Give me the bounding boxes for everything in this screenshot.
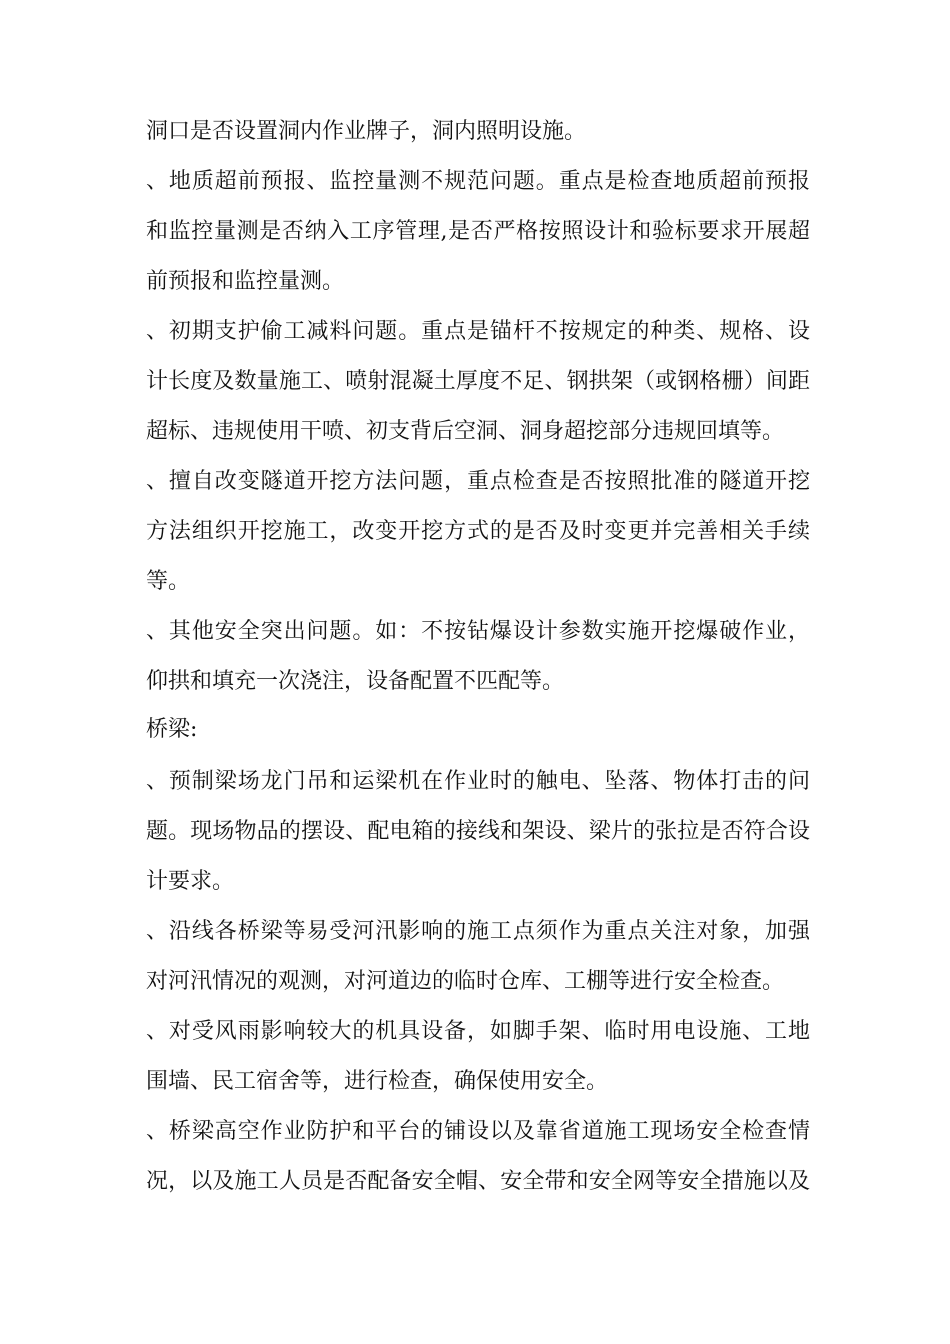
section-heading: 桥梁: [146, 717, 198, 742]
text-line: 洞口是否设置洞内作业牌子，洞内照明设施。 [146, 119, 587, 144]
text-line: 题。现场物品的摆设、配电箱的接线和架设、梁片的张拉是否符合设 [146, 819, 810, 844]
text-line: 、沿线各桥梁等易受河汛影响的施工点须作为重点关注对象，加强 [146, 919, 810, 944]
text-line: 计要求。 [146, 869, 235, 894]
text-line: 和监控量测是否纳入工序管理,是否严格按照设计和验标要求开展超 [146, 219, 810, 244]
text-line: 等。 [146, 569, 191, 594]
text-line: 、擅自改变隧道开挖方法问题，重点检查是否按照批准的隧道开挖 [146, 469, 810, 494]
text-line: 、其他安全突出问题。如：不按钻爆设计参数实施开挖爆破作业， [146, 619, 810, 644]
text-line: 、地质超前预报、监控量测不规范问题。重点是检查地质超前预报 [146, 169, 810, 194]
text-line: 围墙、民工宿舍等，进行检查，确保使用安全。 [146, 1069, 609, 1094]
text-line: 超标、违规使用干喷、初支背后空洞、洞身超挖部分违规回填等。 [146, 419, 785, 444]
text-line: 、桥梁高空作业防护和平台的铺设以及靠省道施工现场安全检查情 [146, 1119, 810, 1144]
text-line: 计长度及数量施工、喷射混凝土厚度不足、钢拱架（或钢格栅）间距 [146, 369, 810, 394]
text-line: 、初期支护偷工减料问题。重点是锚杆不按规定的种类、规格、设 [146, 319, 810, 344]
text-line: 对河汛情况的观测，对河道边的临时仓库、工棚等进行安全检查。 [146, 969, 785, 994]
text-line: 仰拱和填充一次浇注，设备配置不匹配等。 [146, 669, 565, 694]
text-line: 况，以及施工人员是否配备安全帽、安全带和安全网等安全措施以及 [146, 1169, 810, 1194]
text-line: 方法组织开挖施工，改变开挖方式的是否及时变更并完善相关手续 [146, 519, 810, 544]
text-line: 、对受风雨影响较大的机具设备，如脚手架、临时用电设施、工地 [146, 1019, 810, 1044]
text-line: 、预制梁场龙门吊和运梁机在作业时的触电、坠落、物体打击的问 [146, 769, 810, 794]
text-line: 前预报和监控量测。 [146, 269, 345, 294]
